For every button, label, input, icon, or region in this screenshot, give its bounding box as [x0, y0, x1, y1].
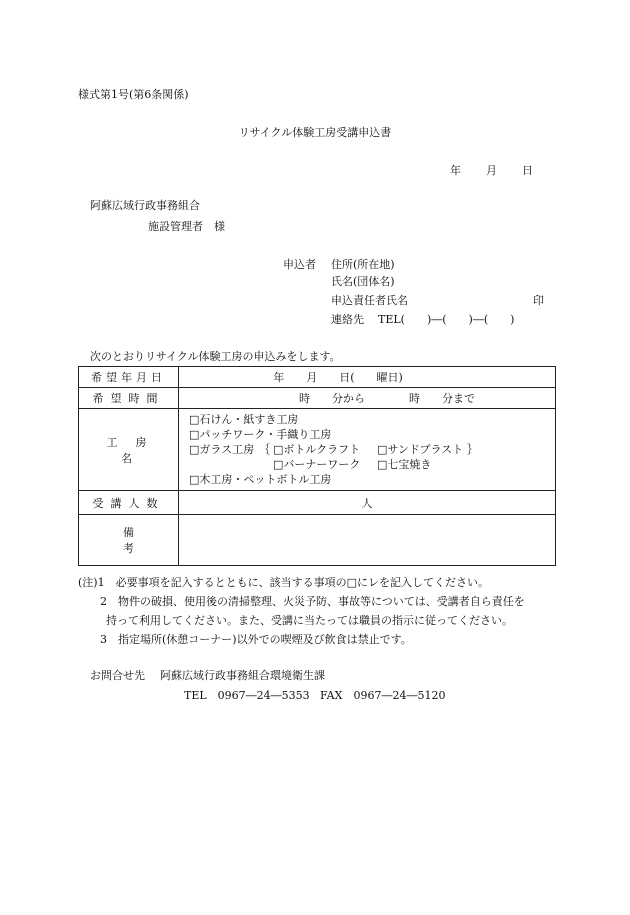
workshop-option-sandblast[interactable]: □サンドブラスト — [377, 443, 464, 456]
applicant-address: 住所(所在地) — [331, 258, 395, 271]
date-day: 日 — [522, 164, 533, 177]
document-title: リサイクル体験工房受講申込書 — [238, 126, 392, 139]
note-3: 3 指定場所(休憩コーナー)以外での喫煙及び飲食は禁止です。 — [100, 633, 412, 646]
label-date-text: 希望年月日 — [91, 371, 166, 384]
label-time-text: 希望時間 — [92, 392, 165, 405]
application-table — [78, 366, 556, 566]
workshop-option-cloisonne[interactable]: □七宝焼き — [377, 458, 432, 471]
label-count — [79, 491, 179, 515]
workshop-option-soap[interactable]: □石けん・紙すき工房 — [189, 413, 299, 426]
cell-date[interactable] — [179, 367, 556, 388]
count-unit: 人 — [361, 496, 373, 510]
contact-label: 連絡先 — [331, 313, 364, 326]
time-value: 時 分から 時 分まで — [299, 392, 475, 405]
inquiry-label: お問合せ先 — [90, 669, 145, 682]
applicant-responsible: 申込責任者氏名 — [331, 294, 408, 307]
applicant-label: 申込者 — [283, 258, 316, 271]
workshop-option-glass[interactable]: □ガラス工房 — [189, 443, 255, 456]
workshop-option-patchwork[interactable]: □パッチワーク・手織り工房 — [189, 428, 332, 441]
cell-remarks[interactable] — [179, 515, 556, 566]
cell-count[interactable] — [179, 491, 556, 515]
contact-tel: TEL( )―( )―( ) — [378, 313, 515, 326]
date-month: 月 — [486, 164, 497, 177]
label-count-text: 受講人数 — [92, 496, 165, 510]
notes — [78, 574, 525, 650]
date-year: 年 — [450, 164, 461, 177]
date-value: 年 月 日( 曜日) — [273, 371, 403, 384]
intro-text: 次のとおりリサイクル体験工房の申込みをします。 — [90, 350, 341, 363]
label-date — [79, 367, 179, 388]
applicant-name: 氏名(団体名) — [331, 275, 395, 288]
brace-left: ｛ — [259, 443, 270, 456]
label-remarks — [79, 515, 179, 566]
form-number: 様式第1号(第6条関係) — [78, 88, 189, 101]
cell-workshop[interactable] — [179, 409, 556, 491]
workshop-option-bottlecraft[interactable]: □ボトルクラフト — [273, 443, 361, 456]
note-2b: 持って利用してください。また、受講に当たっては職員の指示に従ってください。 — [106, 614, 513, 627]
brace-right: ｝ — [467, 443, 478, 456]
inquiry-org: 阿蘇広域行政事務組合環境衛生課 — [160, 669, 325, 682]
note-1: (注)1 必要事項を記入するとともに、該当する事項の□にレを記入してください。 — [78, 576, 489, 589]
label-remarks-text: 備考 — [123, 526, 178, 555]
note-2a: 2 物件の破損、使用後の清掃整理、火災予防、事故等については、受講者自ら責任を — [100, 595, 525, 608]
inquiry-fax: FAX 0967―24―5120 — [320, 689, 446, 702]
cell-time[interactable] — [179, 388, 556, 409]
label-workshop-text: 工房名 — [106, 435, 165, 465]
label-workshop — [79, 409, 179, 491]
addressee-manager: 施設管理者 様 — [148, 220, 225, 233]
addressee-org: 阿蘇広域行政事務組合 — [90, 199, 200, 212]
label-time — [79, 388, 179, 409]
workshop-option-woodwork[interactable]: □木工房・ペットボトル工房 — [189, 473, 332, 486]
workshop-option-burnerwork[interactable]: □バーナーワーク — [273, 458, 361, 471]
seal-mark: 印 — [533, 294, 544, 307]
inquiry-tel: TEL 0967―24―5353 — [184, 689, 310, 702]
